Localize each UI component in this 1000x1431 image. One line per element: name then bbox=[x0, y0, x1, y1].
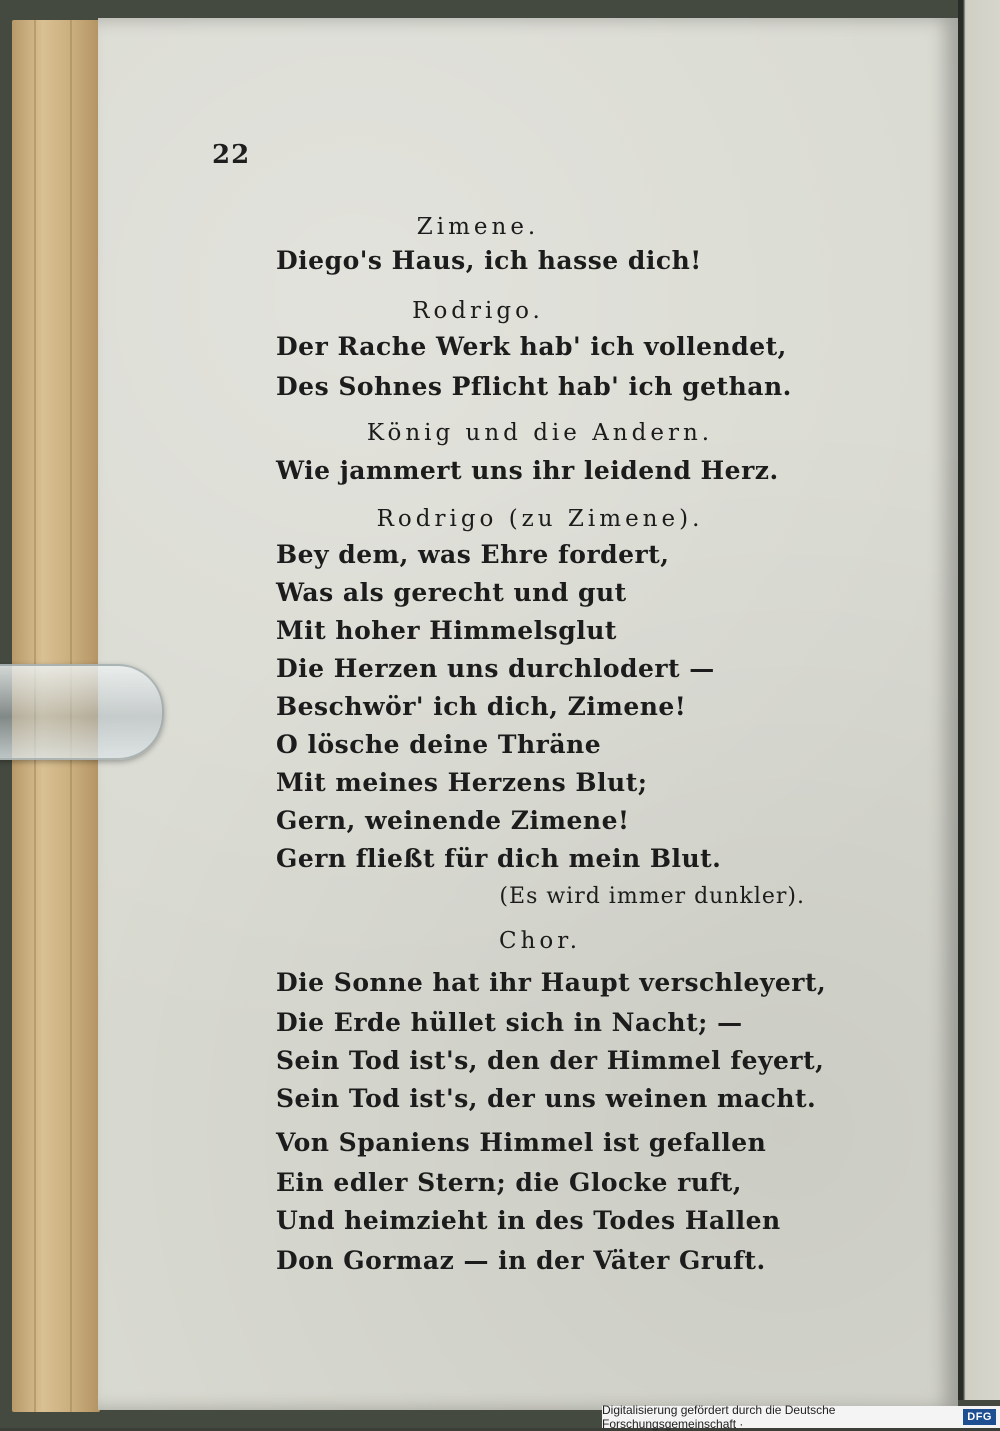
speaker-heading: Chor. bbox=[498, 928, 582, 954]
verse-line: Beschwör' ich dich, Zimene! bbox=[276, 692, 687, 721]
page-number: 22 bbox=[212, 140, 251, 170]
footer-credit-text: Digitalisierung gefördert durch die Deutsche Forschungsgemeinschaft · bbox=[602, 1403, 836, 1431]
verse-line: Mit hoher Himmelsglut bbox=[276, 616, 617, 645]
verse-line: Ein edler Stern; die Glocke ruft, bbox=[276, 1168, 742, 1197]
speaker-heading: Rodrigo. bbox=[412, 298, 544, 324]
digitization-footer bbox=[602, 1403, 1000, 1431]
verse-line: Des Sohnes Pflicht hab' ich gethan. bbox=[276, 372, 792, 401]
dfg-logo: DFG bbox=[963, 1409, 996, 1425]
verse-line: Und heimzieht in des Todes Hallen bbox=[276, 1206, 781, 1235]
stage-direction: (Es wird immer dunkler). bbox=[499, 884, 805, 909]
verse-line: Diego's Haus, ich hasse dich! bbox=[276, 246, 702, 275]
verse-line: Don Gormaz — in der Väter Gruft. bbox=[276, 1246, 766, 1275]
verse-line: Gern fließt für dich mein Blut. bbox=[276, 844, 722, 873]
verse-line: Der Rache Werk hab' ich vollendet, bbox=[276, 332, 787, 361]
verse-line: Wie jammert uns ihr leidend Herz. bbox=[276, 456, 779, 485]
speaker-heading: König und die Andern. bbox=[366, 420, 714, 446]
verse-line: Die Sonne hat ihr Haupt verschleyert, bbox=[276, 968, 827, 997]
verse-line: Von Spaniens Himmel ist gefallen bbox=[276, 1128, 767, 1157]
verse-line: Sein Tod ist's, der uns weinen macht. bbox=[276, 1084, 817, 1113]
verse-line: Sein Tod ist's, den der Himmel feyert, bbox=[276, 1046, 825, 1075]
verse-line: Mit meines Herzens Blut; bbox=[276, 768, 648, 797]
verse-line: Was als gerecht und gut bbox=[276, 578, 627, 607]
verse-line: Die Erde hüllet sich in Nacht; — bbox=[276, 1008, 743, 1037]
speaker-heading: Rodrigo (zu Zimene). bbox=[376, 506, 704, 532]
verse-line: O lösche deine Thräne bbox=[276, 730, 602, 759]
glass-page-holder bbox=[0, 664, 164, 760]
speaker-heading: Zimene. bbox=[416, 214, 540, 240]
verse-line: Die Herzen uns durchlodert — bbox=[276, 654, 715, 683]
adjacent-page-edge bbox=[958, 0, 1000, 1400]
verse-line: Bey dem, was Ehre fordert, bbox=[276, 540, 670, 569]
verse-line: Gern, weinende Zimene! bbox=[276, 806, 630, 835]
